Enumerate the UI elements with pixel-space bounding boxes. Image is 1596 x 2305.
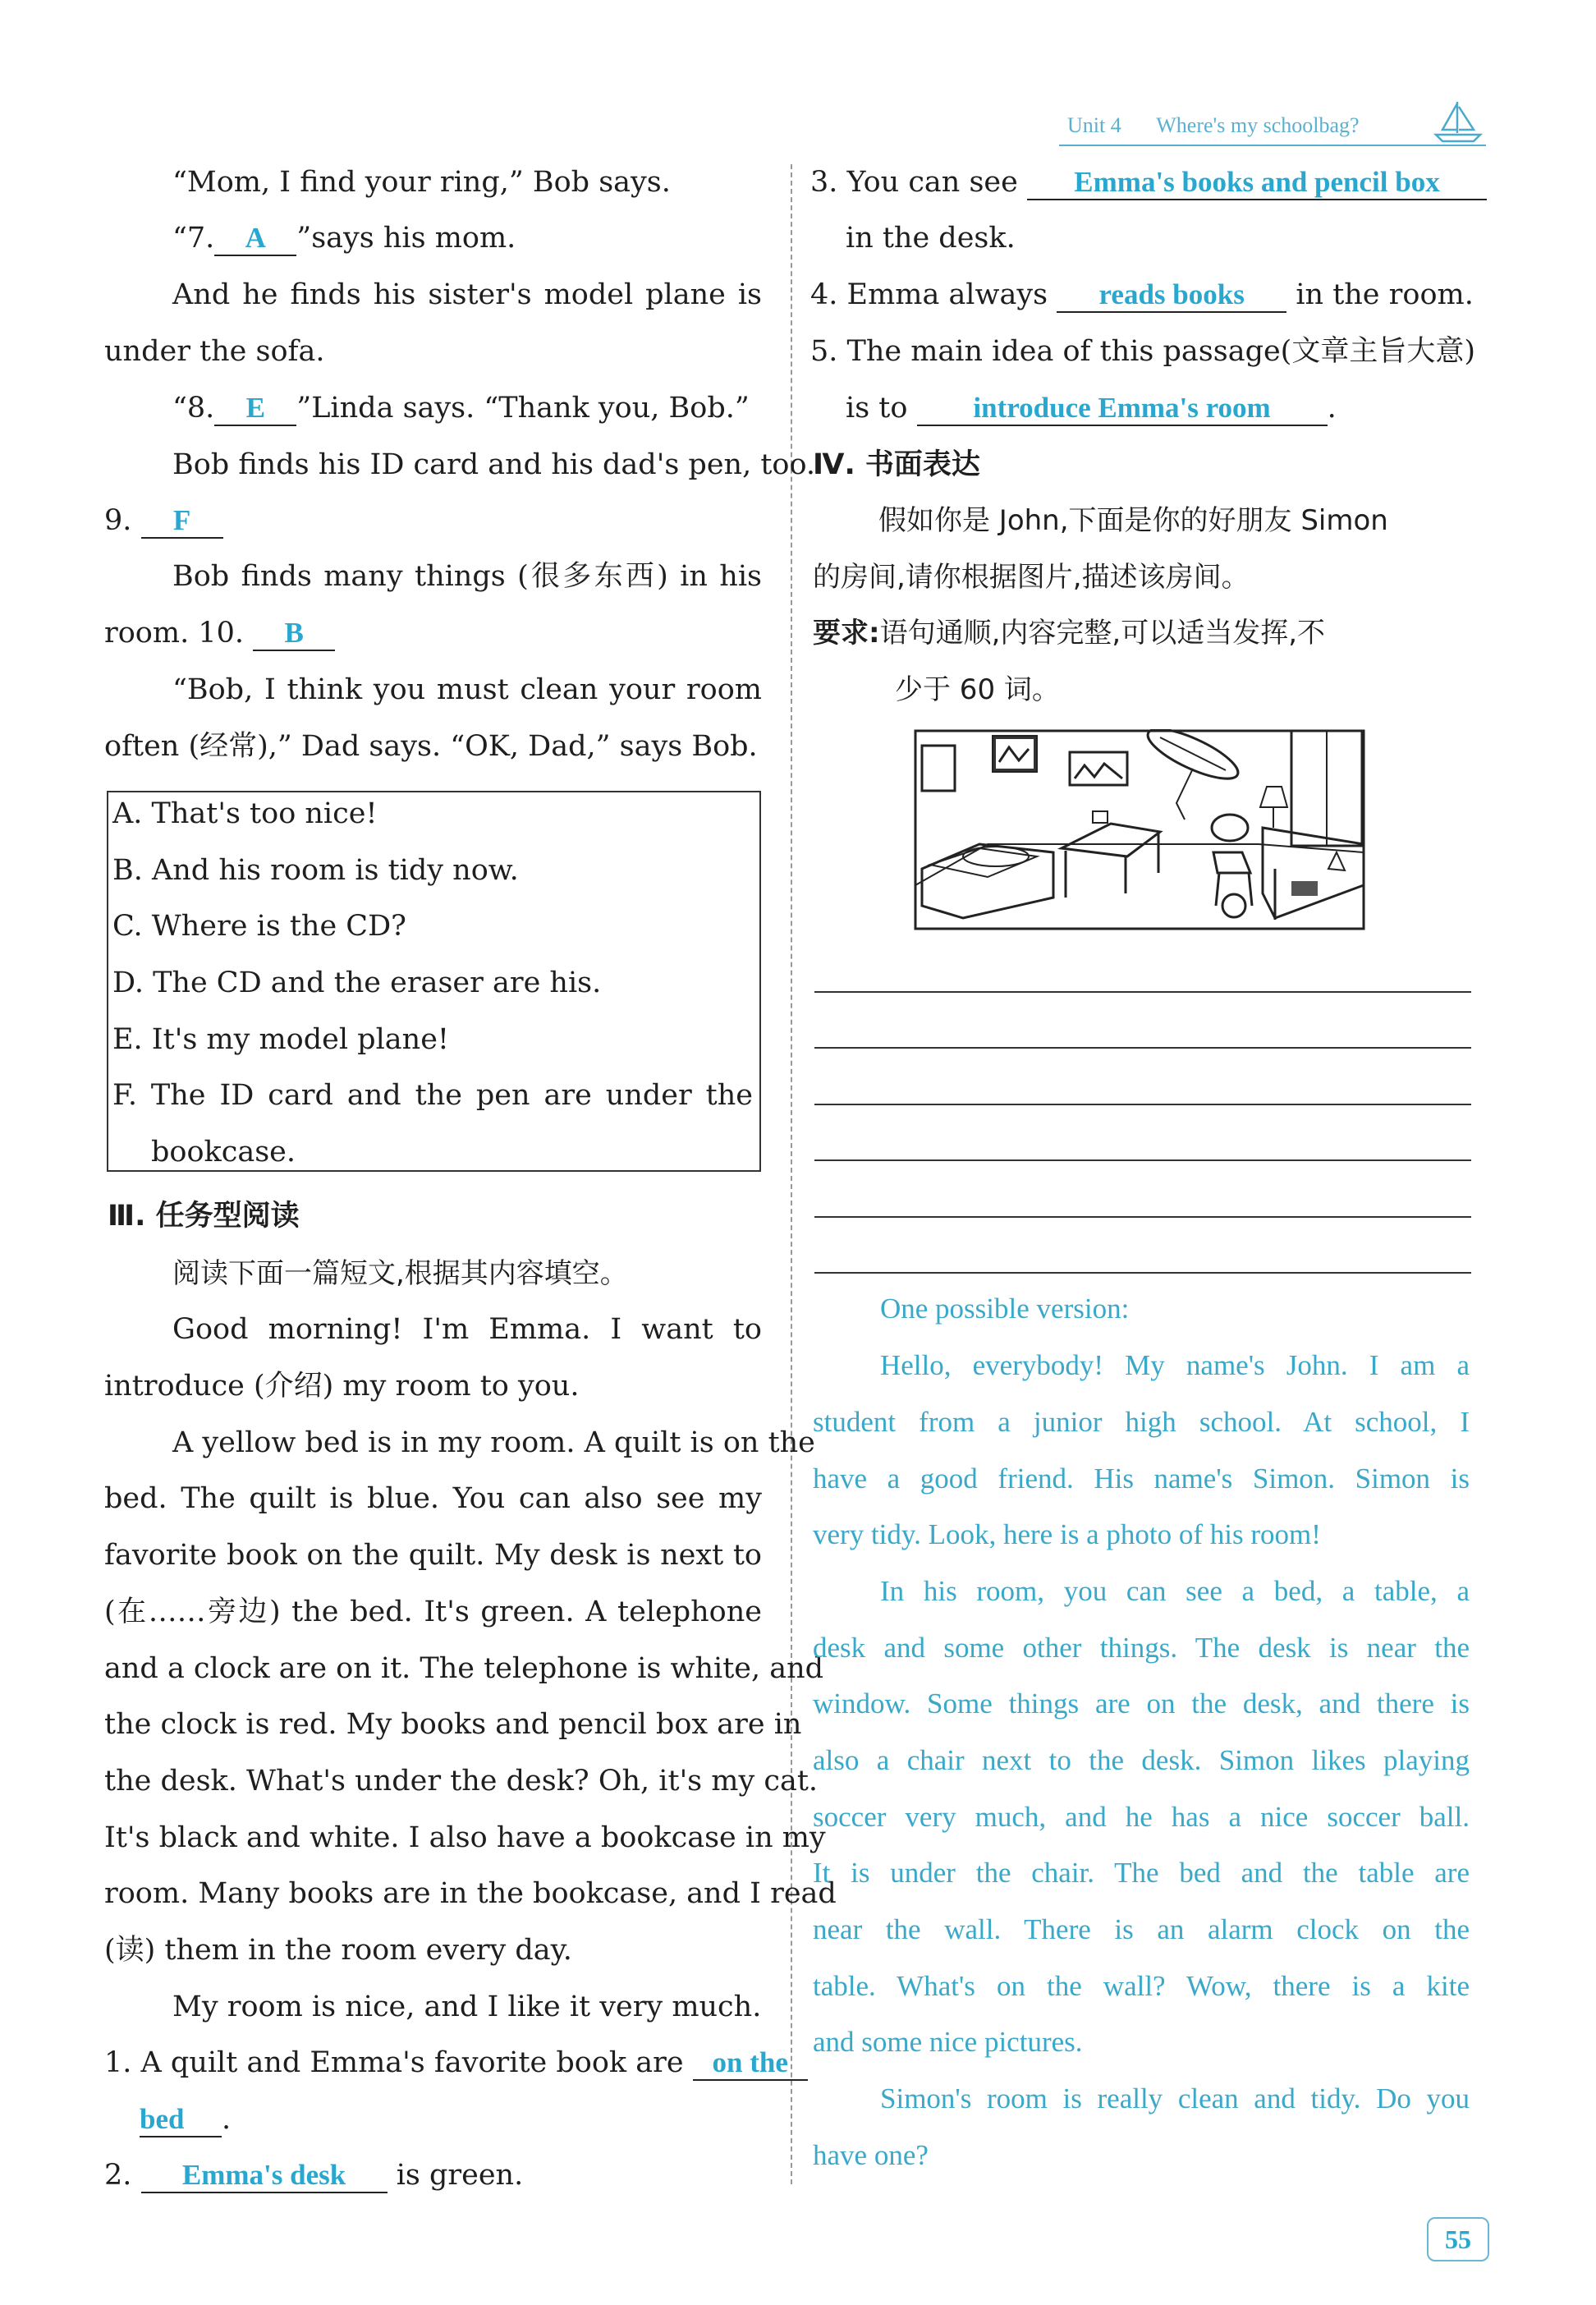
q1-blank-a[interactable] [693,2046,808,2081]
section-3-instruction: 阅读下面一篇短文,根据其内容填空。 [172,1257,628,1290]
header-rule [1059,145,1486,146]
q8-prefix: “8. [172,392,215,425]
q7-answer: A [245,222,266,254]
q8-suffix: ”Linda says. “Thank you, Bob.” [296,392,750,425]
writing-line-6[interactable] [814,1272,1471,1274]
left-line-4: under the sofa. [104,335,325,368]
essay-line-8: window. Some things are on the desk, and there is [813,1687,1470,1720]
requirement-line-1 [813,613,1325,653]
passage-line-2: introduce (介绍) my room to you. [104,1370,580,1403]
passage-line-1: Good morning! I'm Emma. I want to [172,1313,762,1346]
q4-blank[interactable] [1057,278,1286,313]
essay-line-15: Simon's room is really clean and tidy. Do you [880,2082,1470,2114]
requirement-label: 要求: [813,617,880,650]
option-f: F. The ID card and the pen are under the [112,1079,753,1112]
essay-line-14: and some nice pictures. [813,2026,1083,2058]
writing-line-2[interactable] [814,1047,1471,1049]
q5-answer: introduce Emma's room [973,392,1271,424]
q2-blank[interactable] [141,2159,388,2193]
essay-line-11: It is under the chair. The bed and the table are [813,1857,1470,1889]
page-header [1067,113,1360,138]
left-line-6: Bob finds his ID card and his dad's pen, too. [172,448,816,481]
passage-line-10: It's black and white. I also have a bookcase in my [104,1821,826,1854]
question-5: 5. The main idea of this passage(文章主旨大意) [810,335,1475,368]
essay-line-5: very tidy. Look, here is a photo of his room! [813,1518,1321,1550]
essay-line-12: near the wall. There is an alarm clock on the [813,1913,1470,1945]
q10-prefix: room. 10. [104,617,244,650]
passage-line-12: (读) them in the room every day. [104,1934,572,1967]
sailboat-icon [1433,97,1484,145]
left-line-8: Bob finds many things (很多东西) in his [172,560,762,593]
unit-title: Where's my schoolbag? [1156,113,1360,137]
option-d: D. The CD and the eraser are his. [112,967,602,999]
option-e: E. It's my model plane! [112,1023,449,1056]
left-line-7 [104,501,223,540]
essay-line-9: also a chair next to the desk. Simon likes playing [813,1744,1470,1776]
passage-line-7: and a clock are on it. The telephone is white, and [104,1652,824,1685]
option-f-cont: bookcase. [151,1136,296,1169]
q2-prefix: 2. [104,2159,132,2192]
q10-answer: B [284,617,304,649]
question-2 [104,2156,523,2195]
page-number: 55 [1427,2217,1489,2261]
left-line-1: “Mom, I find your ring,” Bob says. [172,166,671,199]
essay-line-16: have one? [813,2139,929,2171]
passage-line-9: the desk. What's under the desk? Oh, it's my cat. [104,1765,819,1798]
question-5-cont: is to introduce Emma's room . [846,392,1337,425]
essay-line-3: student from a junior high school. At school, I [813,1406,1470,1438]
passage-line-8: the clock is red. My books and pencil box are in [104,1708,802,1741]
q8-blank[interactable] [214,392,296,426]
essay-line-1: One possible version: [880,1293,1130,1325]
left-line-11: often (经常),” Dad says. “OK, Dad,” says Bob. [104,730,758,763]
q7-suffix: ”says his mom. [296,222,516,255]
q4-prefix: 4. Emma always [810,278,1048,311]
q1-blank-b[interactable] [140,2103,222,2137]
q1-answer-a: on the [712,2046,788,2078]
essay-line-6: In his room, you can see a bed, a table, a [880,1575,1470,1607]
q7-prefix: “7. [172,222,215,255]
writing-prompt-2: 的房间,请你根据图片,描述该房间。 [813,561,1250,594]
q7-blank[interactable] [214,222,296,256]
q9-answer: F [172,504,191,536]
passage-line-4: bed. The quilt is blue. You can also see my [104,1482,762,1515]
q5-blank[interactable] [917,392,1328,426]
left-line-3: And he finds his sister's model plane is [172,278,762,311]
unit-label: Unit 4 [1067,113,1121,137]
option-a: A. That's too nice! [112,797,378,830]
q5-prefix: is to [846,392,908,425]
left-line-10: “Bob, I think you must clean your room [172,673,762,706]
requirement-line-2: 少于 60 词。 [895,673,1060,706]
writing-line-4[interactable] [814,1159,1471,1161]
left-line-2 [172,218,516,258]
left-line-9 [104,613,335,653]
passage-line-3: A yellow bed is in my room. A quilt is on the [172,1426,815,1459]
section-3-heading: Ⅲ. 任务型阅读 [108,1200,300,1233]
writing-line-3[interactable] [814,1104,1471,1105]
q8-answer: E [245,392,265,424]
passage-line-6: (在……旁边) the bed. It's green. A telephone [104,1596,762,1628]
essay-line-7: desk and some other things. The desk is near the [813,1632,1470,1664]
q2-answer: Emma's desk [181,2159,346,2191]
room-illustration [914,729,1365,930]
q2-suffix: is green. [396,2159,524,2192]
q3-blank[interactable] [1027,166,1487,200]
q1-answer-b: bed [140,2103,185,2135]
question-3-cont: in the desk. [846,222,1016,255]
writing-prompt-1: 假如你是 John,下面是你的好朋友 Simon [878,504,1388,537]
q10-blank[interactable] [253,617,335,651]
question-1-cont: bed . [140,2103,232,2136]
q9-blank[interactable] [141,504,223,539]
passage-line-5: favorite book on the quilt. My desk is next to [104,1539,762,1572]
passage-line-13: My room is nice, and I like it very much. [172,1990,762,2023]
question-1 [104,2043,808,2082]
writing-line-5[interactable] [814,1216,1471,1218]
passage-line-11: room. Many books are in the bookcase, and I read [104,1877,837,1910]
essay-line-2: Hello, everybody! My name's John. I am a [880,1349,1470,1381]
writing-line-1[interactable] [814,991,1471,993]
option-c: C. Where is the CD? [112,910,406,943]
essay-line-13: table. What's on the wall? Wow, there is a kite [813,1970,1470,2002]
q3-answer: Emma's books and pencil box [1074,166,1440,198]
left-line-5 [172,388,750,428]
q4-answer: reads books [1098,278,1245,310]
question-3 [810,163,1487,202]
section-4-heading: Ⅳ. 书面表达 [813,448,980,481]
essay-line-10: soccer very much, and he has a nice soccer ball. [813,1801,1470,1833]
q9-prefix: 9. [104,504,132,537]
q4-suffix: in the room. [1296,278,1474,311]
option-b: B. And his room is tidy now. [112,854,519,887]
essay-line-4: have a good friend. His name's Simon. Simon is [813,1462,1470,1495]
question-4 [810,275,1474,315]
q3-prefix: 3. You can see [810,166,1018,199]
requirement-text: 语句通顺,内容完整,可以适当发挥,不 [879,617,1326,650]
q1-text: 1. A quilt and Emma's favorite book are [104,2046,684,2079]
